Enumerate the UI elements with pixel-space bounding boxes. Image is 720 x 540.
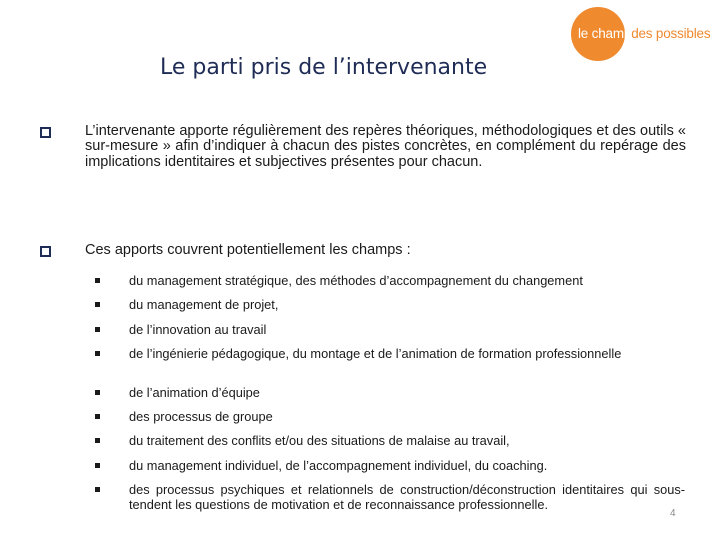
- checkbox-icon: [40, 127, 51, 138]
- logo-text-part1: le champ: [578, 26, 632, 41]
- bullet-icon: [95, 302, 100, 307]
- sub-list-item: [95, 347, 685, 362]
- main-item-text: L’intervenante apporte régulièrement des repères théoriques, méthodologiques et des outils « sur-mesure » afin d’indiquer à chacun des pistes concrètes, en complément du repérage des implications identitaires et subjectives présentes pour chacun.: [85, 123, 686, 170]
- sub-item-text: des processus psychiques et relationnels de construction/déconstruction identitaires qui sous-tendent les questions de motivation et de reconnaissance professionnelle.: [129, 482, 685, 512]
- sub-list-item: [95, 298, 685, 313]
- main-list-item: [40, 124, 686, 170]
- sub-item-text: de l’ingénierie pédagogique, du montage et de l’animation de formation professionnelle: [129, 346, 622, 361]
- sub-list-item: [95, 459, 685, 474]
- bullet-icon: [95, 463, 100, 468]
- main-item-text: Ces apports couvrent potentiellement les champs :: [85, 242, 411, 258]
- sub-item-text: du management de projet,: [129, 297, 279, 312]
- sub-item-text: de l’innovation au travail: [129, 322, 267, 337]
- page-number: 4: [670, 508, 676, 519]
- sub-item-text: du management individuel, de l’accompagnement individuel, du coaching.: [129, 458, 548, 473]
- logo-text-part2: des possibles: [631, 26, 711, 41]
- sub-list-item: [95, 323, 685, 338]
- page-title: Le parti pris de l’intervenante: [160, 55, 488, 80]
- bullet-icon: [95, 414, 100, 419]
- main-list-item: [40, 243, 686, 258]
- bullet-icon: [95, 390, 100, 395]
- sub-list-item: [95, 434, 685, 449]
- sub-list-item: [95, 274, 685, 289]
- logo-text: [578, 26, 710, 41]
- sub-item-text: du management stratégique, des méthodes d’accompagnement du changement: [129, 273, 583, 288]
- bullet-icon: [95, 327, 100, 332]
- sub-item-text: des processus de groupe: [129, 409, 273, 424]
- sub-item-text: du traitement des conflits et/ou des situations de malaise au travail,: [129, 433, 510, 448]
- bullet-icon: [95, 438, 100, 443]
- brand-logo: [571, 7, 720, 61]
- sub-item-text: de l’animation d’équipe: [129, 385, 260, 400]
- bullet-icon: [95, 487, 100, 492]
- checkbox-icon: [40, 246, 51, 257]
- sub-list-item: [95, 483, 685, 512]
- bullet-icon: [95, 351, 100, 356]
- sub-list-item: [95, 386, 685, 401]
- sub-list-item: [95, 410, 685, 425]
- bullet-icon: [95, 278, 100, 283]
